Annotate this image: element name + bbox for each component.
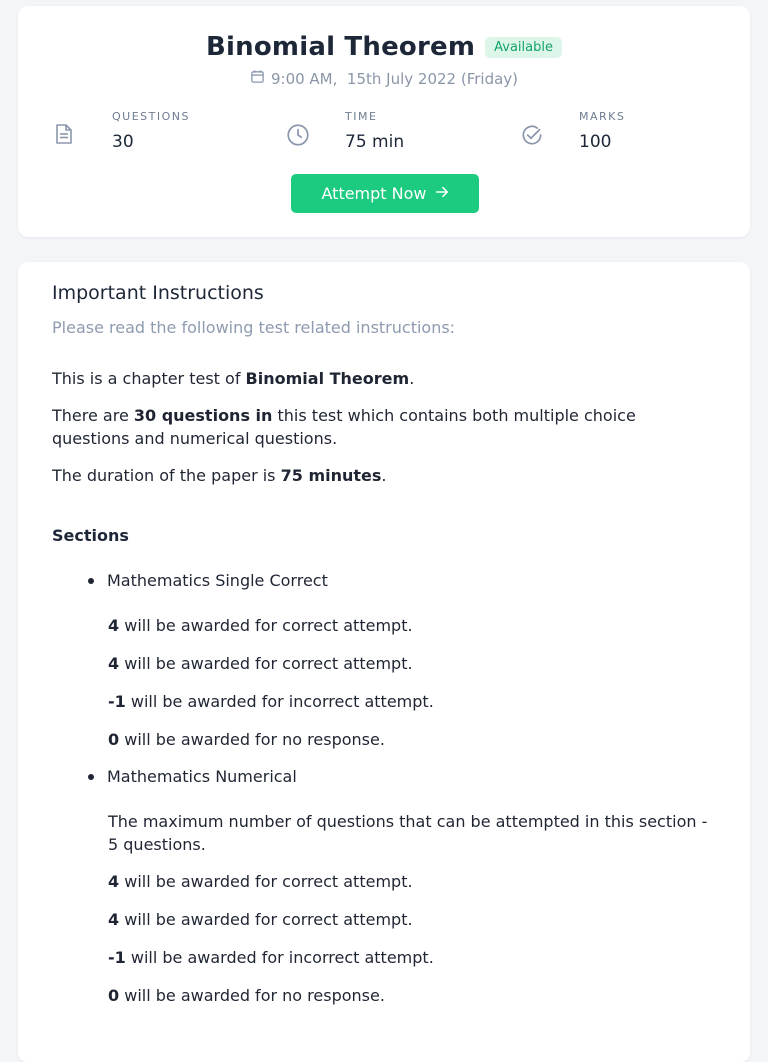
rule-value: -1: [108, 948, 126, 967]
rule-value: 0: [108, 730, 120, 749]
arrow-right-icon: [435, 184, 449, 203]
section-note: The maximum number of questions that can be attempted in this section - 5 questions.: [108, 812, 708, 854]
rule-text: will be awarded for no response.: [119, 986, 385, 1005]
instructions-subheading: Please read the following test related instructions:: [52, 318, 456, 337]
instruction-paragraph-chapter: [52, 368, 702, 391]
stat-value: 75 min: [345, 132, 405, 152]
section-name: Mathematics Numerical: [107, 767, 297, 786]
marking-rule: [108, 871, 708, 894]
instructions-card: [18, 262, 750, 1062]
instruction-paragraph-duration: [52, 465, 702, 488]
text-bold: Binomial Theorem: [245, 369, 410, 388]
section-item: [88, 571, 328, 590]
test-summary-card: [18, 6, 750, 237]
marking-rule: [108, 729, 708, 752]
stat-label: QUESTIONS: [112, 110, 190, 123]
text: There are: [52, 406, 134, 425]
status-badge: Available: [485, 37, 562, 58]
rule-value: 4: [108, 872, 120, 891]
calendar-icon: [250, 69, 265, 88]
text: This is a chapter test of: [52, 369, 246, 388]
test-title: Binomial Theorem: [206, 32, 476, 62]
text: .: [409, 369, 415, 388]
section-name: Mathematics Single Correct: [107, 571, 328, 590]
stat-value: 30: [112, 132, 134, 152]
rule-text: will be awarded for no response.: [119, 730, 385, 749]
text: The duration of the paper is: [52, 466, 281, 485]
stat-label: MARKS: [579, 110, 626, 123]
text: this test which contains both multiple choice questions and numerical questions.: [52, 406, 636, 448]
attempt-now-label: Attempt Now: [321, 184, 427, 203]
marking-rule: [108, 653, 708, 676]
rule-value: -1: [108, 692, 126, 711]
clock-icon: [285, 122, 309, 146]
document-icon: [52, 122, 76, 146]
rule-value: 4: [108, 654, 120, 673]
section-item: [88, 767, 297, 786]
text: .: [381, 466, 387, 485]
rule-text: will be awarded for correct attempt.: [119, 654, 413, 673]
bullet-dot: [88, 578, 94, 584]
marking-rule: [108, 985, 708, 1008]
text-bold: 30 questions in: [133, 406, 273, 425]
rule-text: will be awarded for incorrect attempt.: [125, 692, 434, 711]
marking-rule: [108, 691, 708, 714]
rule-value: 0: [108, 986, 120, 1005]
check-circle-icon: [519, 122, 543, 146]
test-datetime: [18, 69, 750, 88]
instructions-heading: Important Instructions: [52, 282, 264, 304]
rule-text: will be awarded for correct attempt.: [119, 616, 413, 635]
title-row: [18, 32, 750, 62]
datetime-text: 9:00 AM, 15th July 2022 (Friday): [270, 69, 519, 88]
stat-value: 100: [579, 132, 612, 152]
attempt-now-button[interactable]: [291, 174, 479, 213]
rule-text: will be awarded for correct attempt.: [119, 910, 413, 929]
marking-rule: [108, 947, 708, 970]
sections-heading: Sections: [52, 526, 129, 545]
rule-value: 4: [108, 616, 120, 635]
marking-rule: [108, 615, 708, 638]
rule-value: 4: [108, 910, 120, 929]
instruction-paragraph-questions: [52, 405, 702, 450]
text-bold: 75 minutes: [280, 466, 382, 485]
bullet-dot: [88, 774, 94, 780]
rule-text: will be awarded for correct attempt.: [119, 872, 413, 891]
rule-text: will be awarded for incorrect attempt.: [125, 948, 434, 967]
stat-label: TIME: [345, 110, 378, 123]
marking-rule: [108, 909, 708, 932]
